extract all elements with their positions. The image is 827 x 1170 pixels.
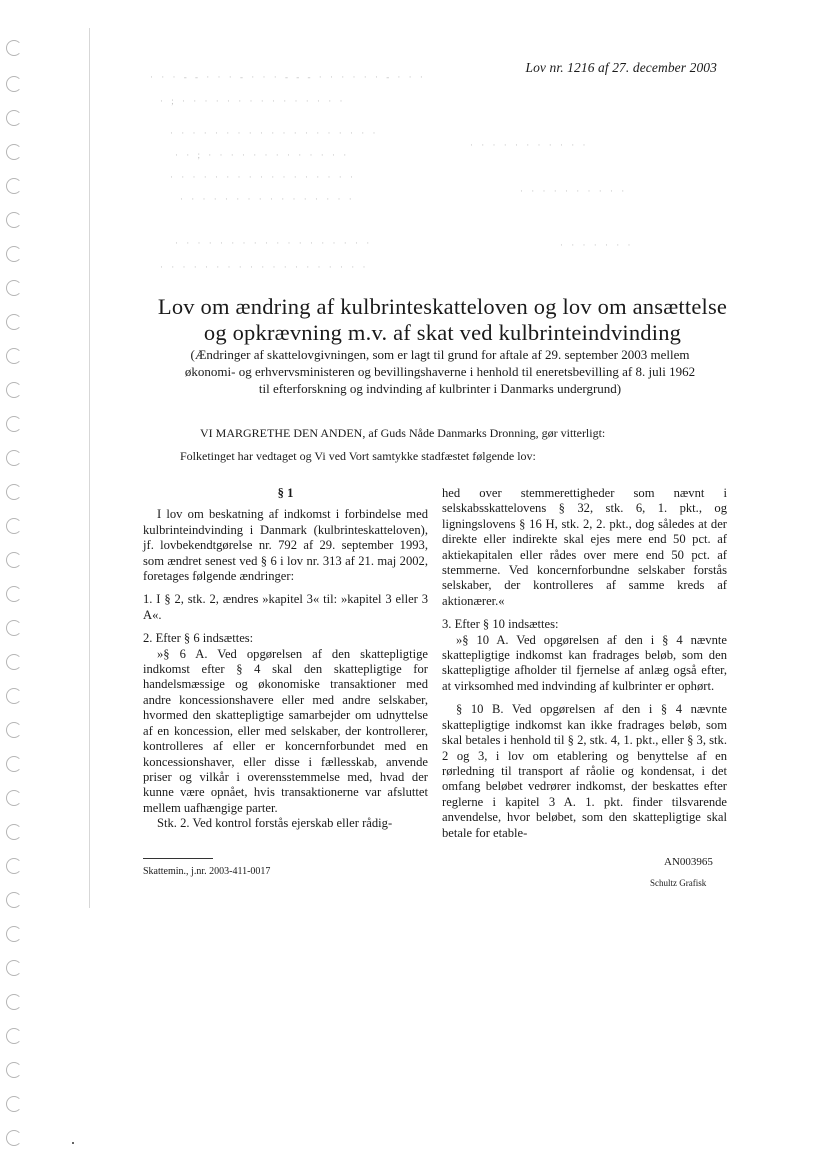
subtitle-line: (Ændringer af skattelovgivningen, som er lagt til grund for aftale af 29. september 2003 mellem <box>190 347 690 362</box>
paragraph: »§ 10 A. Ved opgørelsen af den i § 4 nævnte skattepligtige indkomst kan fradrages beløb, som den skattepligtige afholder til fjernelse af anlæg også efter, at virksomhed med indvinding af kulbrinter er ophørt. <box>442 632 727 693</box>
binder-hole <box>6 450 22 466</box>
title-line: Lov om ændring af kulbrinteskatteloven og lov om ansættelse <box>157 294 728 319</box>
law-title <box>150 294 735 346</box>
binder-hole <box>6 926 22 942</box>
binder-hole <box>6 144 22 160</box>
scan-noise: · · · · · · · · · · <box>520 186 628 196</box>
scan-noise: · · · · · · · · · · · · · · · · · · <box>175 238 373 248</box>
binder-hole <box>6 960 22 976</box>
binder-hole <box>6 314 22 330</box>
binder-hole <box>6 518 22 534</box>
paragraph: § 10 B. Ved opgørelsen af den i § 4 nævnte skattepligtige indkomst kan ikke fradrages beløb, som skal betales i henhold til § 2, stk. 4, 1. pkt., eller § 3, stk. 2 og 3, i lov om etablering og benyttelse af en rørledning til transport af råolie og kondensat, i det omfang beløbet vedrører indkomst, der beskattes efter reglerne i kapitel 3 A. 1. pkt. finder tilsvarende anvendelse, hvor beløbet, som den skattepligtige skal betale for etable- <box>442 702 727 840</box>
binder-hole <box>6 178 22 194</box>
binder-hole <box>6 348 22 364</box>
scan-noise: · · · - - · · · - · · · - - - · · · · · · - · · · <box>150 72 426 82</box>
binder-hole <box>6 552 22 568</box>
binder-hole <box>6 892 22 908</box>
law-subtitle <box>140 346 740 397</box>
enactment-formula: VI MARGRETHE DEN ANDEN, af Guds Nåde Danmarks Dronning, gør vitterligt: <box>200 426 606 440</box>
amendment-item: 3. Efter § 10 indsættes: <box>442 617 559 632</box>
paragraph: »§ 6 A. Ved opgørelsen af den skattepligtige indkomst efter § 4 skal den skattepligtige for handelsmæssige og økonomiske transaktioner med andre koncessionshavere eller med andre selskaber, hvormed den skattepligtige samarbejder om udnyttelse af en koncession, eller med selskaber, der kontrollerer, kontrolleres af eller er koncernforbundet med en koncessionshaver, eller disse i fællesskab, anvende priser og vilkår i overensstemmelse med, hvad der kunne være opnået, hvis transaktionerne var afsluttet mellem uafhængige parter. <box>143 646 428 815</box>
scan-noise: · · ; · · · · · · · · · · · · · <box>175 150 350 160</box>
amendment-item: 1. I § 2, stk. 2, ændres »kapitel 3« til: »kapitel 3 eller 3 A«. <box>143 592 428 622</box>
title-line: og opkrævning m.v. af skat ved kulbrinteindvinding <box>203 320 682 345</box>
binder-hole <box>6 1096 22 1112</box>
binder-hole <box>6 280 22 296</box>
binder-hole <box>6 1028 22 1044</box>
binder-hole <box>6 620 22 636</box>
scan-noise: · · · · · · · · · · · · · · · · · <box>170 172 356 182</box>
section-heading: § 1 <box>277 486 294 500</box>
binder-hole <box>6 40 22 56</box>
binder-hole <box>6 416 22 432</box>
scan-noise: · · · · · · · · · · · <box>470 140 589 150</box>
binder-hole <box>6 76 22 92</box>
binder-hole <box>6 756 22 772</box>
binder-hole <box>6 790 22 806</box>
right-column <box>442 486 727 841</box>
printer-name: Schultz Grafisk <box>650 878 707 888</box>
subtitle-line: økonomi- og erhvervsministeren og bevillingshaverne i henhold til eneretsbevilling af 8. juli 1962 <box>184 364 696 379</box>
binder-hole <box>6 654 22 670</box>
assent-formula: Folketinget har vedtaget og Vi ved Vort samtykke stadfæstet følgende lov: <box>180 449 536 463</box>
scan-speck <box>72 1142 74 1144</box>
scan-noise: · · · · · · · <box>560 240 634 250</box>
footnote-rule <box>143 858 213 859</box>
scan-noise: · ; · · · · · · · · · · · · · · · <box>160 96 346 106</box>
paragraph: I lov om beskatning af indkomst i forbindelse med kulbrinteindvinding i Danmark (kulbrinteskatteloven), jf. lovbekendtgørelse nr. 792 af 29. september 1993, som ændret senest ved § 6 i lov nr. 313 af 21. maj 2002, foretages følgende ændringer: <box>143 507 428 584</box>
margin-line <box>89 28 90 908</box>
amendment-item: 2. Efter § 6 indsættes: <box>143 631 254 646</box>
law-reference: Lov nr. 1216 af 27. december 2003 <box>525 60 717 75</box>
binder-hole <box>6 246 22 262</box>
binder-hole <box>6 858 22 874</box>
binder-hole <box>6 1062 22 1078</box>
binder-hole <box>6 110 22 126</box>
document-code: AN003965 <box>664 856 713 868</box>
footnote: Skattemin., j.nr. 2003-411-0017 <box>143 866 271 877</box>
scan-noise: · · · · · · · · · · · · · · · · <box>180 194 355 204</box>
binder-hole <box>6 1130 22 1146</box>
subtitle-line: til efterforskning og indvinding af kulbrinter i Danmarks undergrund) <box>258 381 622 396</box>
binder-hole <box>6 688 22 704</box>
left-column <box>143 486 428 832</box>
binder-hole <box>6 484 22 500</box>
binder-hole <box>6 722 22 738</box>
binder-hole <box>6 382 22 398</box>
binder-hole <box>6 994 22 1010</box>
binder-hole <box>6 212 22 228</box>
paragraph: Stk. 2. Ved kontrol forstås ejerskab eller rådig- <box>157 816 393 831</box>
scan-noise: · · · · · · · · · · · · · · · · · · · <box>170 128 379 138</box>
binder-hole <box>6 586 22 602</box>
binder-hole <box>6 824 22 840</box>
paragraph: hed over stemmerettigheder som nævnt i selskabsskattelovens § 32, stk. 6, 1. pkt., og ligningslovens § 16 H, stk. 2, 2. pkt., dog således at der direkte eller indirekte skal ejes mere end 50 pct. af aktiekapitalen eller rådes over mere end 50 pct. af stemmerne. Ved koncernforbundne selskaber forstås selskaber, der kontrolleres af samme kreds af aktionærer.« <box>442 486 727 608</box>
scan-noise: · · · · · · · · · · · · · · · · · · · <box>160 262 369 272</box>
